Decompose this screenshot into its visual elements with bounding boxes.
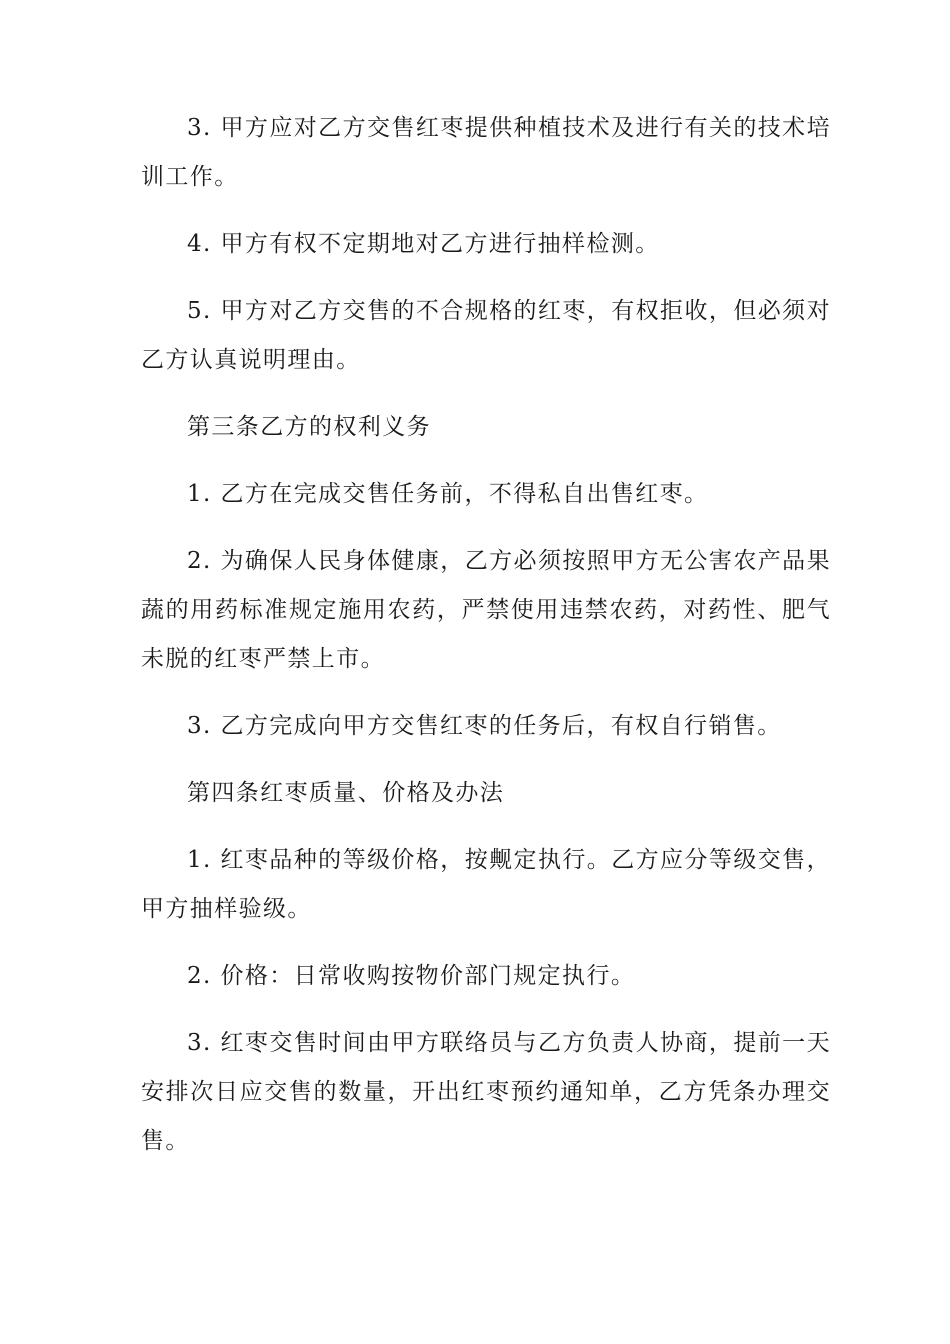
clause-paragraph: 1. 红枣品种的等级价格，按觍定执行。乙方应分等级交售，甲方抽样验级。: [141, 847, 831, 922]
clause-paragraph: 3. 乙方完成向甲方交售红枣的任务后，有权自行销售。: [187, 713, 782, 739]
clause-paragraph: 5. 甲方对乙方交售的不合规格的红枣，有权拒收，但必须对乙方认真说明理由。: [141, 298, 831, 373]
document-body: [141, 104, 831, 1184]
section-heading: 第四条红枣质量、价格及办法: [187, 780, 505, 806]
clause-paragraph: 4. 甲方有权不定期地对乙方进行抽样检测。: [187, 231, 660, 257]
clause-paragraph: 3. 甲方应对乙方交售红枣提供种植技术及进行有关的技术培训工作。: [141, 115, 831, 190]
clause-paragraph: 2. 价格：日常收购按物价部门规定执行。: [187, 963, 636, 989]
clause-paragraph: 3. 红枣交售时间由甲方联络员与乙方负责人协商，提前一天安排次日应交售的数量，开出红枣预约通知单，乙方凭条办理交售。: [141, 1030, 831, 1154]
clause-paragraph: 2. 为确保人民身体健康，乙方必须按照甲方无公害农产品果蔬的用药标准规定施用农药，严禁使用违禁农药，对药性、肥气未脱的红枣严禁上市。: [141, 548, 831, 672]
clause-paragraph: 1. 乙方在完成交售任务前，不得私自出售红枣。: [187, 481, 709, 507]
section-heading: 第三条乙方的权利义务: [187, 414, 431, 440]
